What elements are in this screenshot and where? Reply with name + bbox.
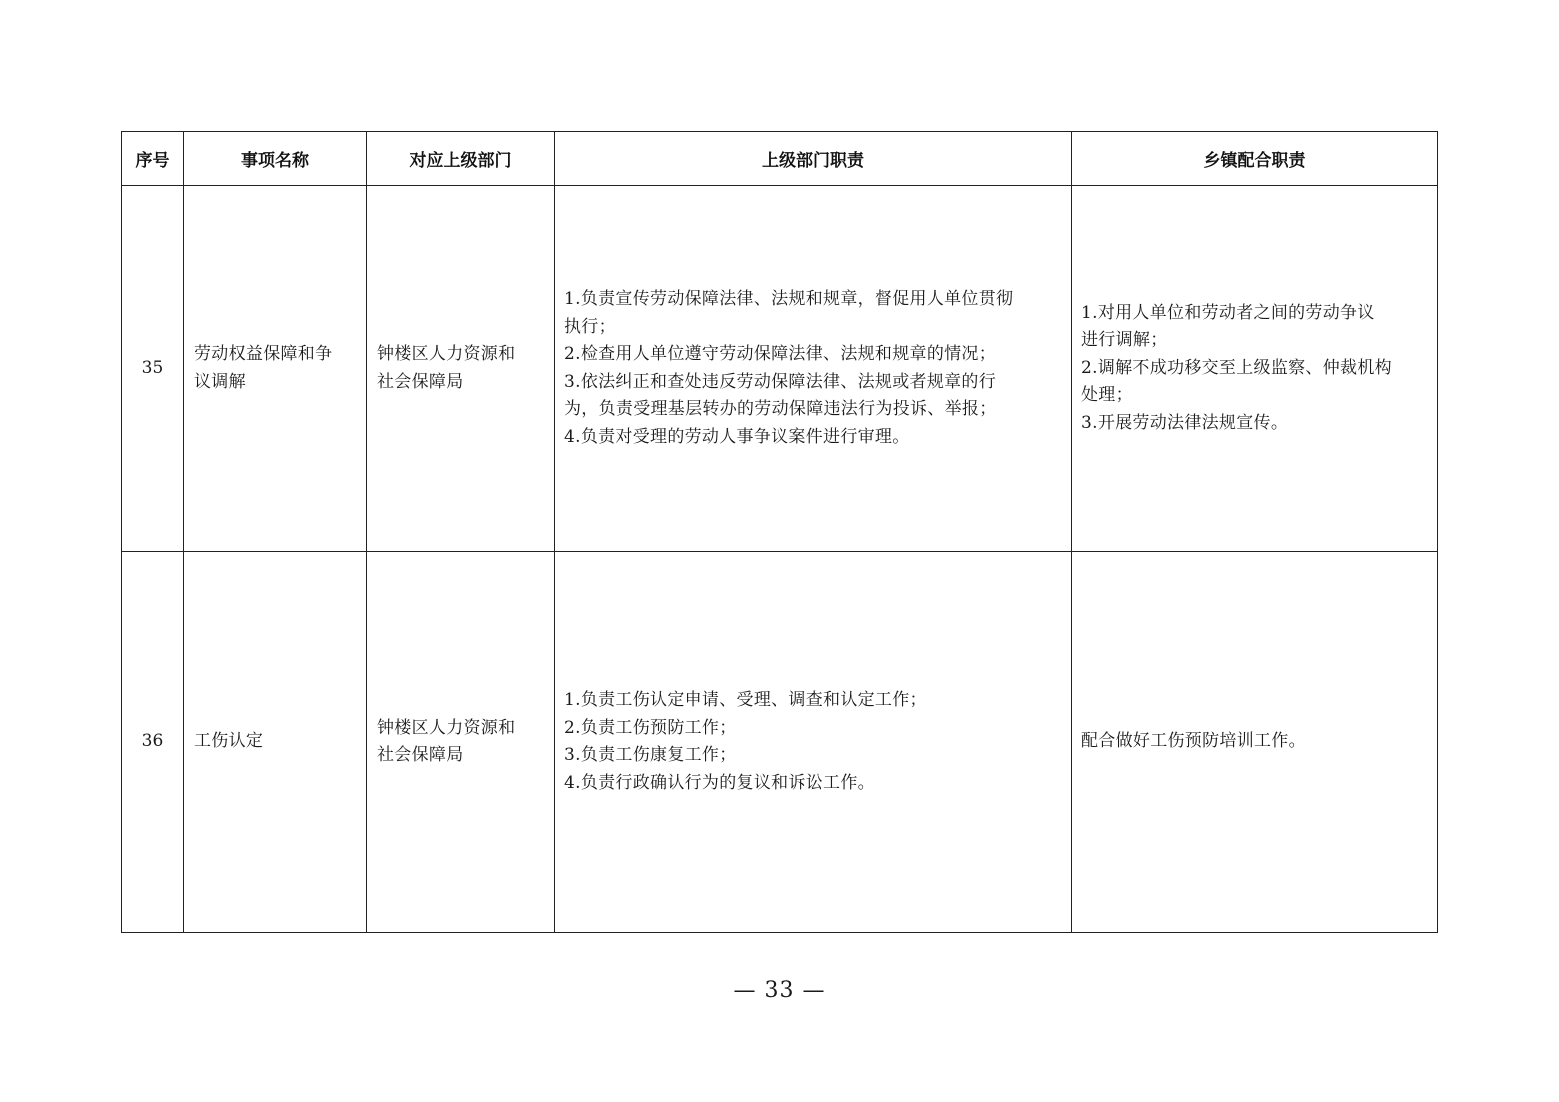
item-name-line: 工伤认定 bbox=[194, 731, 264, 752]
table-header bbox=[122, 132, 1438, 186]
upper-duty-line: 4.负责对受理的劳动人事争议案件进行审理。 bbox=[564, 426, 910, 447]
row-town-duties bbox=[1072, 552, 1438, 933]
header-seq: 序号 bbox=[122, 132, 184, 186]
duties-table bbox=[121, 131, 1438, 933]
upper-dept-line: 钟楼区人力资源和 bbox=[377, 344, 516, 364]
row-seq: 36 bbox=[122, 552, 184, 933]
table-row bbox=[122, 552, 1438, 933]
row-town-duties bbox=[1072, 186, 1438, 552]
town-duty-line: 1.对用人单位和劳动者之间的劳动争议 bbox=[1081, 302, 1375, 323]
town-duty-line: 处理； bbox=[1081, 385, 1133, 406]
town-duty-line: 进行调解； bbox=[1081, 330, 1168, 351]
header-item-name: 事项名称 bbox=[184, 132, 367, 186]
upper-duty-line: 2.检查用人单位遵守劳动保障法律、法规和规章的情况； bbox=[564, 344, 997, 364]
page-number: — 33 — bbox=[733, 978, 826, 1003]
row-upper-duties bbox=[555, 186, 1072, 552]
upper-duty-line: 执行； bbox=[564, 316, 616, 337]
table-body bbox=[122, 186, 1438, 933]
table-row bbox=[122, 186, 1438, 552]
upper-duty-line: 4.负责行政确认行为的复议和诉讼工作。 bbox=[564, 772, 875, 793]
town-duty-line: 配合做好工伤预防培训工作。 bbox=[1081, 731, 1306, 752]
header-upper-duties: 上级部门职责 bbox=[555, 132, 1072, 186]
row-upper-dept bbox=[367, 552, 555, 933]
row-upper-duties bbox=[555, 552, 1072, 933]
item-name-line: 劳动权益保障和争 bbox=[194, 344, 333, 364]
item-name-line: 议调解 bbox=[194, 371, 246, 392]
header-row bbox=[122, 132, 1438, 186]
row-upper-dept bbox=[367, 186, 555, 552]
town-duty-line: 3.开展劳动法律法规宣传。 bbox=[1081, 412, 1289, 433]
upper-duty-line: 2.负责工伤预防工作； bbox=[564, 717, 737, 738]
town-duty-line: 2.调解不成功移交至上级监察、仲裁机构 bbox=[1081, 357, 1392, 378]
upper-duty-line: 3.负责工伤康复工作； bbox=[564, 745, 737, 765]
upper-dept-line: 钟楼区人力资源和 bbox=[377, 717, 516, 738]
row-seq: 35 bbox=[122, 186, 184, 552]
upper-duty-line: 1.负责工伤认定申请、受理、调查和认定工作； bbox=[564, 690, 927, 710]
upper-duty-line: 为，负责受理基层转办的劳动保障违法行为投诉、举报； bbox=[564, 399, 997, 419]
header-town-duties: 乡镇配合职责 bbox=[1072, 132, 1438, 186]
row-item-name bbox=[184, 552, 367, 933]
upper-duty-line: 1.负责宣传劳动保障法律、法规和规章，督促用人单位贯彻 bbox=[564, 289, 1014, 309]
header-upper-dept: 对应上级部门 bbox=[367, 132, 555, 186]
upper-dept-line: 社会保障局 bbox=[377, 745, 464, 765]
upper-duty-line: 3.依法纠正和查处违反劳动保障法律、法规或者规章的行 bbox=[564, 371, 997, 392]
row-item-name bbox=[184, 186, 367, 552]
upper-dept-line: 社会保障局 bbox=[377, 371, 464, 392]
